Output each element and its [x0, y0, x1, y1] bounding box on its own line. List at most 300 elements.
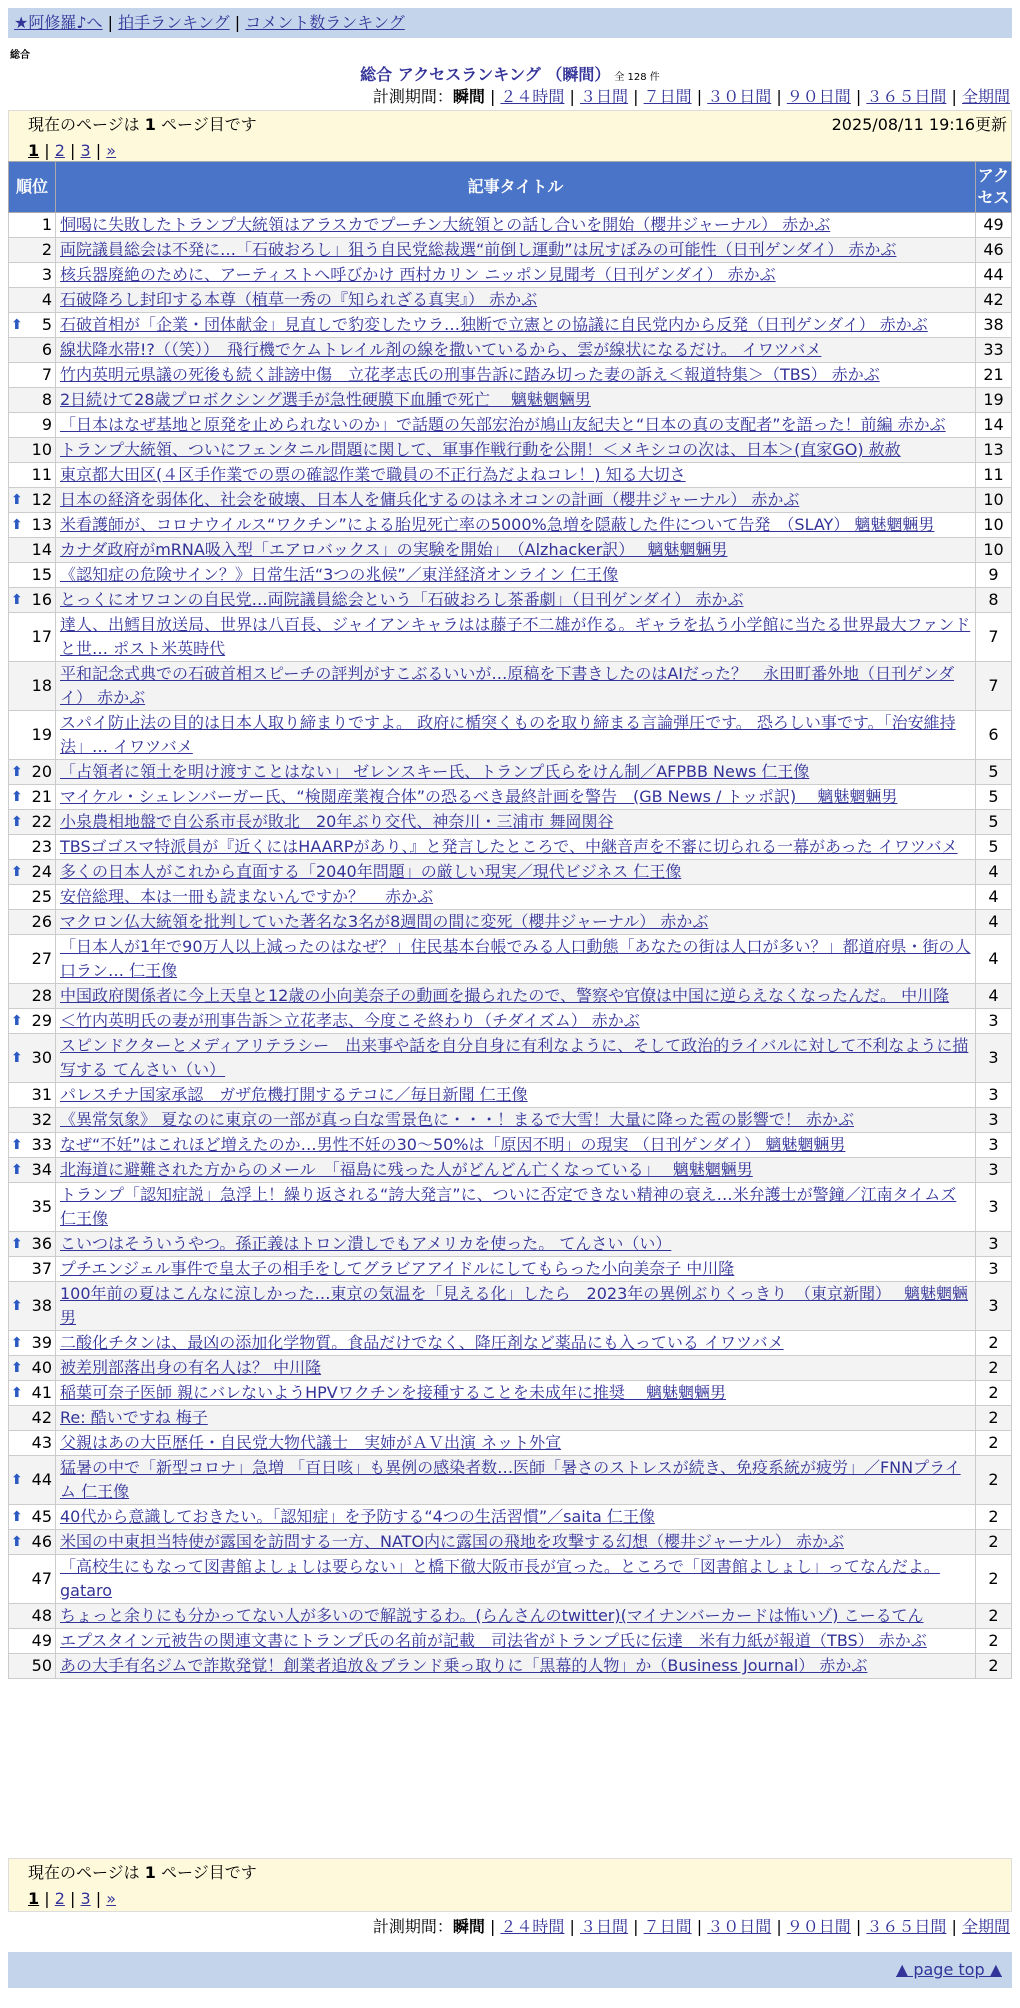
access-count: 2	[976, 1456, 1012, 1505]
access-count: 3	[976, 1232, 1012, 1257]
access-count: 3	[976, 1257, 1012, 1282]
table-row	[9, 1530, 1012, 1555]
table-row	[9, 213, 1012, 238]
access-count: 5	[976, 785, 1012, 810]
article-title-link[interactable]: 安倍総理、本は一冊も読まないんですか？ 赤かぶ	[60, 887, 434, 906]
page-separator: |	[44, 1889, 50, 1908]
rank-cell	[9, 413, 56, 438]
up-arrow-icon: ⬆	[11, 517, 23, 533]
article-title-link[interactable]: プチエンジェル事件で皇太子の相手をしてグラビアアイドルにしてもらった小向美奈子 中川隆	[60, 1259, 735, 1278]
rank-cell	[9, 1530, 56, 1555]
article-title-link[interactable]: こいつはそういうやつ。孫正義はトロン潰しでもアメリカを使った。 てんさい（い）	[60, 1234, 672, 1253]
article-title-link[interactable]: トランプ大統領、ついにフェンタニル問題に関して、軍事作戦行動を公開！＜メキシコの次は、日本＞(直家GO) 赦赦	[60, 440, 901, 459]
table-row	[9, 1331, 1012, 1356]
article-title-link[interactable]: 石破首相が「企業・団体献金」見直しで豹変したウラ…独断で立憲との協議に自民党内から反発（日刊ゲンダイ） 赤かぶ	[60, 315, 928, 334]
total-count: 全 128 件	[614, 72, 660, 83]
period-separator: |	[855, 1917, 862, 1936]
page-links	[28, 140, 1001, 162]
article-title-link[interactable]: パレスチナ国家承認 ガザ危機打開するテコに／毎日新聞 仁王像	[60, 1085, 528, 1104]
rank-cell	[9, 1034, 56, 1083]
access-count: 2	[976, 1406, 1012, 1431]
table-row	[9, 363, 1012, 388]
article-title-link[interactable]: 猛暑の中で「新型コロナ」急増 「百日咳」も異例の感染者数…医師「暑さのストレスが続き、免疫系統が疲労」／FNNプライム 仁王像	[60, 1458, 961, 1501]
pagination-top	[8, 110, 1012, 164]
access-count: 2	[976, 1530, 1012, 1555]
access-count: 8	[976, 588, 1012, 613]
article-title-link[interactable]: 「占領者に領土を明け渡すことはない」 ゼレンスキー氏、トランプ氏らをけん制／AFPBB News 仁王像	[60, 762, 810, 781]
period-separator: |	[489, 1917, 496, 1936]
table-row	[9, 1257, 1012, 1282]
period-link[interactable]: ３０日間	[707, 1917, 772, 1936]
rank-number: 43	[31, 1433, 52, 1452]
title-cell	[56, 1083, 976, 1108]
title-cell	[56, 935, 976, 984]
rank-number: 16	[31, 590, 52, 609]
table-row	[9, 1034, 1012, 1083]
rank-number: 20	[31, 762, 52, 781]
article-title-link[interactable]: 竹内英明元県議の死後も続く誹謗中傷 立花孝志氏の刑事告訴に踏み切った妻の訴え＜報道特集＞（TBS） 赤かぶ	[60, 365, 880, 384]
article-title-link[interactable]: 平和記念式典での石破首相スピーチの評判がすこぶるいいが…原稿を下書きしたのはAIだった？ 永田町番外地（日刊ゲンダイ） 赤かぶ	[60, 664, 955, 707]
rank-number: 7	[41, 365, 52, 384]
updated-time: 2025/08/11 19:16更新	[831, 115, 1007, 134]
period-separator: |	[696, 1917, 703, 1936]
up-arrow-icon: ⬆	[11, 1385, 23, 1401]
title-cell	[56, 338, 976, 363]
ranking-body	[9, 213, 1012, 1679]
rank-number: 44	[31, 1470, 52, 1489]
title-cell	[56, 438, 976, 463]
access-count: 2	[976, 1356, 1012, 1381]
period-link[interactable]: ３６５日間	[866, 87, 947, 106]
period-link[interactable]: ９０日間	[786, 87, 851, 106]
article-title-link[interactable]: トランプ「認知症説」急浮上！繰り返される“誇大発言”に、ついに否定できない精神の衰え…米弁護士が警鐘／江南タイムズ 仁王像	[60, 1185, 957, 1228]
table-row	[9, 760, 1012, 785]
rank-cell	[9, 662, 56, 711]
article-title-link[interactable]: 「日本人が1年で90万人以上減ったのはなぜ？」住民基本台帳でみる人口動態「あなたの街は人口が多い？」都道府県・街の人口ラン… 仁王像	[60, 937, 971, 980]
rank-cell	[9, 835, 56, 860]
rank-cell	[9, 1505, 56, 1530]
up-arrow-icon: ⬆	[11, 814, 23, 830]
period-separator: |	[696, 87, 703, 106]
period-separator: |	[776, 87, 782, 106]
next-page-link[interactable]: »	[106, 1889, 117, 1908]
table-row	[9, 313, 1012, 338]
article-title-link[interactable]: 両院議員総会は不発に…「石破おろし」狙う自民党総裁選“前倒し運動”は尻すぼみの可能性（日刊ゲンダイ） 赤かぶ	[60, 240, 897, 259]
rank-cell	[9, 1108, 56, 1133]
rank-cell	[9, 1133, 56, 1158]
article-title-link[interactable]: 100年前の夏はこんなに涼しかった…東京の気温を「見える化」したら 2023年の異例ぶりくっきり （東京新聞） 魑魅魍魎男	[60, 1284, 969, 1327]
ranking-title: 総合 アクセスランキング （瞬間）	[360, 65, 611, 84]
table-row	[9, 563, 1012, 588]
title-cell	[56, 213, 976, 238]
period-link[interactable]: ９０日間	[786, 1917, 851, 1936]
nav-separator: |	[107, 13, 114, 32]
table-row	[9, 613, 1012, 662]
rank-number: 32	[31, 1110, 52, 1129]
period-separator: |	[489, 87, 496, 106]
title-cell	[56, 238, 976, 263]
title-cell	[56, 363, 976, 388]
rank-cell	[9, 213, 56, 238]
rank-number: 30	[31, 1048, 52, 1067]
rank-cell	[9, 1654, 56, 1679]
table-row	[9, 288, 1012, 313]
access-count: 6	[976, 711, 1012, 760]
table-row	[9, 1654, 1012, 1679]
access-count: 4	[976, 860, 1012, 885]
title-cell	[56, 1654, 976, 1679]
rank-cell	[9, 388, 56, 413]
article-title-link[interactable]: 多くの日本人がこれから直面する「2040年問題」の厳しい現実／現代ビジネス 仁王像	[60, 862, 682, 881]
access-count: 14	[976, 413, 1012, 438]
up-arrow-icon: ⬆	[11, 1509, 23, 1525]
access-count: 10	[976, 488, 1012, 513]
title-cell	[56, 1133, 976, 1158]
rank-cell	[9, 810, 56, 835]
article-title-link[interactable]: 日本の経済を弱体化、社会を破壊、日本人を傭兵化するのはネオコンの計画（櫻井ジャーナル） 赤かぶ	[60, 490, 800, 509]
rank-number: 33	[31, 1135, 52, 1154]
page-link[interactable]: 3	[80, 141, 91, 160]
rank-number: 21	[31, 787, 52, 806]
article-title-link[interactable]: ちょっと余りにも分かってない人が多いので解説するわ。(らんさんのtwitter)(マイナンバーカードは怖いゾ) こーるてん	[60, 1606, 924, 1625]
article-title-link[interactable]: 40代から意識しておきたい。「認知症」を予防する“4つの生活習慣”／saita 仁王像	[60, 1507, 655, 1526]
article-title-link[interactable]: 恫喝に失敗したトランプ大統領はアラスカでプーチン大統領との話し合いを開始（櫻井ジャーナル） 赤かぶ	[60, 215, 831, 234]
table-row	[9, 1629, 1012, 1654]
table-row	[9, 1083, 1012, 1108]
rank-number: 2	[41, 240, 52, 259]
access-count: 19	[976, 388, 1012, 413]
access-count: 10	[976, 513, 1012, 538]
rank-number: 34	[31, 1160, 52, 1179]
comment-ranking-link[interactable]: コメント数ランキング	[245, 13, 405, 32]
nav-separator: |	[234, 13, 241, 32]
rank-cell	[9, 1158, 56, 1183]
access-header: アクセス	[976, 162, 1012, 213]
rank-number: 9	[41, 415, 52, 434]
title-cell	[56, 662, 976, 711]
table-row	[9, 711, 1012, 760]
table-row	[9, 785, 1012, 810]
next-page-link[interactable]: »	[106, 141, 117, 160]
access-count: 49	[976, 213, 1012, 238]
rank-number: 42	[31, 1408, 52, 1427]
title-cell	[56, 1331, 976, 1356]
article-title-link[interactable]: 2日続けて28歳プロボクシング選手が急性硬膜下血腫で死亡 魑魅魍魎男	[60, 390, 591, 409]
access-count: 2	[976, 1629, 1012, 1654]
table-row	[9, 810, 1012, 835]
rank-cell	[9, 613, 56, 662]
article-title-link[interactable]: スパイ防止法の目的は日本人取り締まりですよ。 政府に楯突くものを取り締まる言論弾圧です。 恐ろしい事です。「治安維持法」… イワツバメ	[60, 713, 956, 756]
rank-number: 45	[31, 1507, 52, 1526]
rank-number: 37	[31, 1259, 52, 1278]
pagination-bottom	[8, 1858, 1012, 1912]
table-row	[9, 263, 1012, 288]
article-title-link[interactable]: カナダ政府がmRNA吸入型「エアロバックス」の実験を開始」 （Alzhacker訳） 魑魅魍魎男	[60, 540, 728, 559]
rank-cell	[9, 313, 56, 338]
rank-cell	[9, 1083, 56, 1108]
page-text-prefix: 現在のページは	[28, 1863, 140, 1882]
rank-number: 46	[31, 1532, 52, 1551]
article-title-link[interactable]: なぜ“不妊”はこれほど増えたのか…男性不妊の30～50%は「原因不明」の現実 （日刊ゲンダイ） 魑魅魍魎男	[60, 1135, 846, 1154]
rank-cell	[9, 463, 56, 488]
access-count: 4	[976, 935, 1012, 984]
rank-number: 8	[41, 390, 52, 409]
rank-cell	[9, 910, 56, 935]
title-cell	[56, 1257, 976, 1282]
article-title-link[interactable]: 二酸化チタンは、最凶の添加化学物質。食品だけでなく、降圧剤など薬品にも入っている イワツバメ	[60, 1333, 784, 1352]
rank-number: 18	[31, 676, 52, 695]
article-title-link[interactable]: 「高校生にもなって図書館よしょしは要らない」と橋下徹大阪市長が宣った。ところで「図書館よしょし」ってなんだよ。 gataro	[60, 1557, 940, 1600]
title-cell	[56, 910, 976, 935]
home-link[interactable]: ★阿修羅♪へ	[14, 13, 103, 32]
table-row	[9, 388, 1012, 413]
page-separator: |	[70, 141, 76, 160]
access-count: 7	[976, 613, 1012, 662]
article-title-link[interactable]: 小泉農相地盤で自公系市長が敗北 20年ぶり交代、神奈川・三浦市 舞岡関谷	[60, 812, 614, 831]
article-title-link[interactable]: Re: 酷いですね 梅子	[60, 1408, 208, 1427]
title-cell	[56, 1555, 976, 1604]
rank-cell	[9, 984, 56, 1009]
access-count: 11	[976, 463, 1012, 488]
rank-cell	[9, 1009, 56, 1034]
page-separator: |	[44, 141, 50, 160]
title-cell	[56, 835, 976, 860]
rank-cell	[9, 288, 56, 313]
rank-number: 27	[31, 949, 52, 968]
table-row	[9, 835, 1012, 860]
rank-number: 19	[31, 725, 52, 744]
title-cell	[56, 1232, 976, 1257]
table-row	[9, 1133, 1012, 1158]
table-row	[9, 413, 1012, 438]
rank-cell	[9, 363, 56, 388]
title-cell	[56, 810, 976, 835]
access-count: 5	[976, 760, 1012, 785]
period-current: 瞬間	[452, 1917, 485, 1936]
title-cell	[56, 413, 976, 438]
period-link[interactable]: ２４時間	[500, 87, 565, 106]
period-link[interactable]: ３６５日間	[866, 1917, 947, 1936]
article-title-link[interactable]: 「日本はなぜ基地と原発を止められないのか」で話題の矢部宏治が鳩山友紀夫と“日本の真の支配者”を語った！前編 赤かぶ	[60, 415, 946, 434]
access-count: 42	[976, 288, 1012, 313]
rank-cell	[9, 1257, 56, 1282]
table-row	[9, 463, 1012, 488]
rank-number: 39	[31, 1333, 52, 1352]
access-count: 13	[976, 438, 1012, 463]
article-title-link[interactable]: マイケル・シェレンバーガー氏、“検閲産業複合体”の恐るべき最終計画を警告 (GB News / トッポ訳) 魑魅魍魎男	[60, 787, 898, 806]
page-link[interactable]: 3	[80, 1889, 91, 1908]
rank-number: 35	[31, 1197, 52, 1216]
rank-number: 25	[31, 887, 52, 906]
rank-number: 14	[31, 540, 52, 559]
period-separator: |	[776, 1917, 782, 1936]
title-cell	[56, 1183, 976, 1232]
table-row	[9, 1356, 1012, 1381]
rank-number: 26	[31, 912, 52, 931]
clap-ranking-link[interactable]: 拍手ランキング	[118, 13, 230, 32]
table-row	[9, 1009, 1012, 1034]
title-cell	[56, 984, 976, 1009]
period-link[interactable]: ３日間	[580, 87, 629, 106]
article-title-link[interactable]: エプスタイン元被告の関連文書にトランプ氏の名前が記載 司法省がトランプ氏に伝達 米有力紙が報道（TBS） 赤かぶ	[60, 1631, 927, 1650]
page-text-suffix: ページ目です	[161, 1863, 257, 1882]
category-label: 総合	[10, 50, 30, 61]
access-count: 5	[976, 810, 1012, 835]
rank-cell	[9, 785, 56, 810]
rank-cell	[9, 935, 56, 984]
article-title-link[interactable]: 石破降ろし封印する本尊（植草一秀の『知られざる真実』） 赤かぶ	[60, 290, 538, 309]
article-title-link[interactable]: とっくにオワコンの自民党…両院議員総会という「石破おろし茶番劇」（日刊ゲンダイ） 赤かぶ	[60, 590, 744, 609]
title-cell	[56, 1629, 976, 1654]
page-links	[28, 1888, 1001, 1910]
period-link[interactable]: 全期間	[961, 1917, 1010, 1936]
title-cell	[56, 1505, 976, 1530]
article-title-link[interactable]: 東京都大田区(４区手作業での票の確認作業で職員の不正行為だよねコレ！) 知る大切さ	[60, 465, 686, 484]
article-title-link[interactable]: 中国政府関係者に今上天皇と12歳の小向美奈子の動画を撮られたので、警察や官僚は中国に逆らえなくなったんだ。 中川隆	[60, 986, 950, 1005]
period-selector-top	[373, 86, 1010, 108]
rank-cell	[9, 488, 56, 513]
rank-number: 48	[31, 1606, 52, 1625]
access-count: 7	[976, 662, 1012, 711]
title-cell	[56, 288, 976, 313]
page-link[interactable]: 2	[54, 141, 65, 160]
rank-number: 47	[31, 1569, 52, 1588]
rank-number: 17	[31, 627, 52, 646]
access-count: 4	[976, 885, 1012, 910]
article-title-link[interactable]: 《認知症の危険サイン？》日常生活“3つの兆候”／東洋経済オンライン 仁王像	[60, 565, 619, 584]
rank-cell	[9, 1232, 56, 1257]
period-label: 計測期間：	[372, 1917, 453, 1936]
title-cell	[56, 785, 976, 810]
rank-number: 5	[41, 315, 52, 334]
rank-cell	[9, 1406, 56, 1431]
rank-cell	[9, 538, 56, 563]
article-title-link[interactable]: 線状降水帯!?（（笑）） 飛行機でケムトレイル剤の線を撒いているから、雲が線状になるだけ。 イワツバメ	[60, 340, 822, 359]
title-cell	[56, 1604, 976, 1629]
article-title-link[interactable]: 《異常気象》 夏なのに東京の一部が真っ白な雪景色に・・・！まるで大雪！大量に降った雹の影響で！ 赤かぶ	[60, 1110, 855, 1129]
rank-number: 23	[31, 837, 52, 856]
access-count: 4	[976, 910, 1012, 935]
title-cell	[56, 613, 976, 662]
period-separator: |	[569, 87, 575, 106]
article-title-link[interactable]: 米国の中東担当特使が露国を訪問する一方、NATO内に露国の飛地を攻撃する幻想（櫻井ジャーナル） 赤かぶ	[60, 1532, 845, 1551]
rank-cell	[9, 885, 56, 910]
access-count: 3	[976, 1108, 1012, 1133]
article-title-link[interactable]: ＜竹内英明氏の妻が刑事告訴＞立花孝志、今度こそ終わり（チダイズム） 赤かぶ	[60, 1011, 640, 1030]
rank-cell	[9, 1456, 56, 1505]
period-link[interactable]: ３日間	[580, 1917, 629, 1936]
table-row	[9, 1381, 1012, 1406]
table-row	[9, 1555, 1012, 1604]
rank-cell	[9, 263, 56, 288]
period-link[interactable]: ２４時間	[500, 1917, 565, 1936]
access-count: 21	[976, 363, 1012, 388]
rank-cell	[9, 1183, 56, 1232]
table-row	[9, 984, 1012, 1009]
up-arrow-icon: ⬆	[11, 492, 23, 508]
rank-number: 1	[41, 215, 52, 234]
title-cell	[56, 538, 976, 563]
current-page-text	[28, 1862, 1001, 1884]
period-selector-bottom	[373, 1916, 1010, 1938]
article-title-link[interactable]: スピンドクターとメディアリテラシー 出来事や話を自分自身に有利なように、そして政治的ライバルに対して不利なように描写する てんさい（い）	[60, 1036, 969, 1079]
current-page-number: 1	[144, 115, 156, 134]
title-cell	[56, 313, 976, 338]
period-link[interactable]: ７日間	[643, 1917, 692, 1936]
period-separator: |	[951, 1917, 957, 1936]
access-count: 3	[976, 1282, 1012, 1331]
article-title-link[interactable]: 稲葉可奈子医師 親にバレないようHPVワクチンを接種することを未成年に推奨 魑魅魍魎男	[60, 1383, 726, 1402]
table-row	[9, 1505, 1012, 1530]
period-label: 計測期間：	[372, 87, 453, 106]
article-title-link[interactable]: 被差別部落出身の有名人は？ 中川隆	[60, 1358, 322, 1377]
rank-number: 28	[31, 986, 52, 1005]
rank-number: 22	[31, 812, 52, 831]
title-cell	[56, 588, 976, 613]
table-row	[9, 1282, 1012, 1331]
ranking-table	[8, 161, 1012, 1679]
article-title-link[interactable]: 父親はあの大臣歴任・自民党大物代議士 実姉がＡＶ出演 ネット外宣	[60, 1433, 562, 1452]
title-cell	[56, 1530, 976, 1555]
title-cell	[56, 860, 976, 885]
period-link[interactable]: ３０日間	[707, 87, 772, 106]
period-separator: |	[633, 87, 639, 106]
access-count: 3	[976, 1009, 1012, 1034]
rank-number: 12	[31, 490, 52, 509]
table-row	[9, 1456, 1012, 1505]
page-1-current: 1	[28, 1889, 40, 1908]
article-title-link[interactable]: あの大手有名ジムで詐欺発覚！創業者追放＆ブランド乗っ取りに「黒幕的人物」か（Business Journal） 赤かぶ	[60, 1656, 868, 1675]
rank-number: 36	[31, 1234, 52, 1253]
rank-number: 15	[31, 565, 52, 584]
rank-cell	[9, 1431, 56, 1456]
page-link[interactable]: 2	[54, 1889, 65, 1908]
article-title-link[interactable]: マクロン仏大統領を批判していた著名な3名が8週間の間に変死（櫻井ジャーナル） 赤かぶ	[60, 912, 709, 931]
title-cell	[56, 1009, 976, 1034]
table-row	[9, 662, 1012, 711]
article-title-link[interactable]: 北海道に避難された方からのメール 「福島に残った人がどんどん亡くなっている」 魑魅魍魎男	[60, 1160, 753, 1179]
access-count: 5	[976, 835, 1012, 860]
rank-number: 3	[41, 265, 52, 284]
article-title-link[interactable]: 核兵器廃絶のために、アーティストへ呼びかけ 西村カリン ニッポン見聞考（日刊ゲンダイ） 赤かぶ	[60, 265, 776, 284]
period-separator: |	[569, 1917, 575, 1936]
access-count: 33	[976, 338, 1012, 363]
title-cell	[56, 388, 976, 413]
period-separator: |	[633, 1917, 639, 1936]
period-link[interactable]: ７日間	[643, 87, 692, 106]
page-text-prefix: 現在のページは	[28, 115, 140, 134]
title-cell	[56, 488, 976, 513]
table-row	[9, 238, 1012, 263]
up-arrow-icon: ⬆	[11, 1236, 23, 1252]
rank-cell	[9, 711, 56, 760]
title-cell	[56, 885, 976, 910]
title-cell	[56, 760, 976, 785]
rank-number: 11	[31, 465, 52, 484]
table-row	[9, 538, 1012, 563]
period-link[interactable]: 全期間	[961, 87, 1010, 106]
article-title-link[interactable]: TBSゴゴスマ特派員が『近くにはHAARPがあり、』と発言したところで、中継音声を不審に切られる一幕があった イワツバメ	[60, 837, 958, 856]
article-title-link[interactable]: 米看護師が、コロナウイルス“ワクチン”による胎児死亡率の5000%急増を隠蔽した件について告発 （SLAY） 魑魅魍魎男	[60, 515, 935, 534]
title-cell	[56, 1108, 976, 1133]
page-top-link[interactable]: ▲ page top ▲	[895, 1960, 1002, 1979]
access-count: 3	[976, 1158, 1012, 1183]
rank-number: 38	[31, 1296, 52, 1315]
table-row	[9, 1108, 1012, 1133]
article-title-link[interactable]: 達人、出鱈目放送局、世界は八百長、ジャイアンキャラはは藤子不二雄が作る。ギャラを払う小学館に当たる世界最大ファンドと世… ポスト米英時代	[60, 615, 971, 658]
table-row	[9, 1431, 1012, 1456]
page-separator: |	[70, 1889, 76, 1908]
